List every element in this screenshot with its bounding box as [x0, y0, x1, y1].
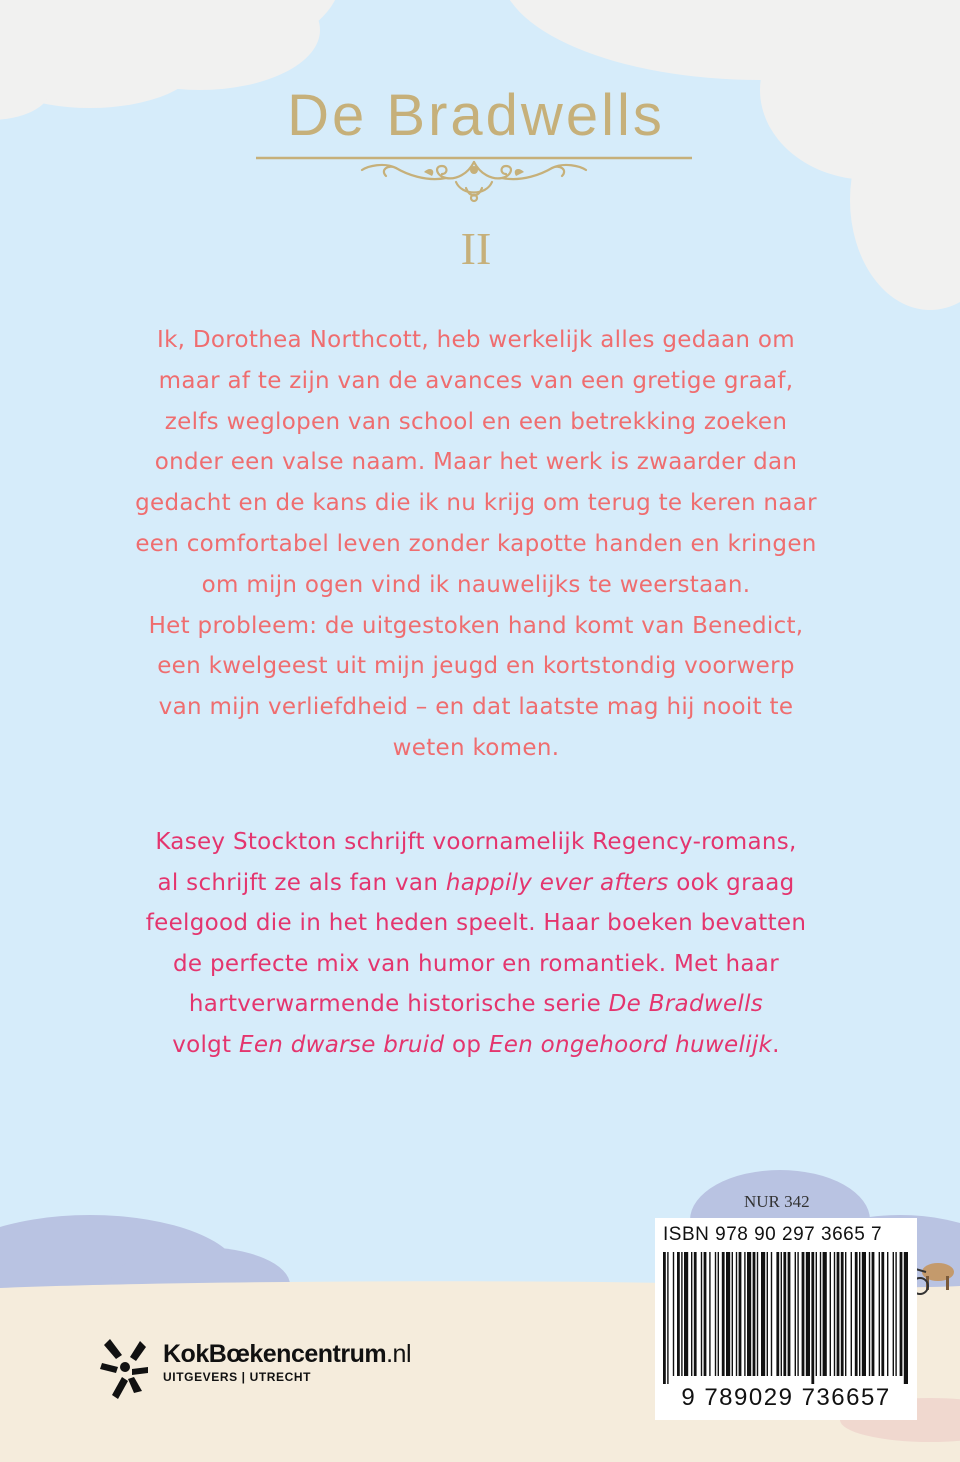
blurb-line: van mijn verliefdheid – en dat laatste mag hij nooit te	[158, 694, 794, 721]
barcode-bar	[806, 1252, 810, 1376]
blurb-line: weten komen.	[392, 734, 560, 761]
barcode-bar	[855, 1252, 858, 1376]
bio-line: hartverwarmende historische serie De Bradwells	[188, 991, 764, 1017]
bio-line: Kasey Stockton schrijft voornamelijk Regency-romans,	[155, 829, 797, 855]
barcode-bar	[757, 1252, 758, 1376]
bio-line: feelgood die in het heden speelt. Haar boeken bevatten	[145, 910, 807, 936]
barcode-bar	[797, 1252, 798, 1376]
bio-line: volgt Een dwarse bruid op Een ongehoord huwelijk.	[172, 1031, 780, 1058]
barcode-bar	[837, 1252, 840, 1376]
barcode-bar	[736, 1252, 737, 1376]
barcode-bar	[895, 1252, 896, 1376]
barcode-bar	[726, 1252, 730, 1376]
barcode-bar	[841, 1252, 844, 1376]
barcode-bar	[781, 1252, 782, 1376]
barcode-bar	[732, 1252, 733, 1376]
bio-line: al schrijft ze als fan van happily ever afters ook graag	[157, 869, 795, 896]
publisher-subtitle: UITGEVERS | UTRECHT	[163, 1370, 312, 1384]
barcode-bar	[802, 1252, 805, 1376]
nur-code: NUR 342	[744, 1192, 810, 1211]
barcode-bar	[753, 1252, 756, 1376]
barcode-bar	[795, 1252, 796, 1376]
barcode-bar	[851, 1252, 852, 1376]
barcode-bar	[701, 1252, 702, 1376]
barcode-bar	[709, 1252, 710, 1376]
barcode-bar	[783, 1252, 786, 1376]
series-title: De Bradwells	[287, 83, 665, 148]
isbn-digits: 9 789029 736657	[681, 1384, 891, 1411]
barcode-bar	[663, 1252, 666, 1384]
barcode-bar	[722, 1252, 725, 1376]
barcode-bar	[859, 1252, 860, 1376]
author-bio	[100, 822, 852, 1065]
barcode-bar	[881, 1252, 884, 1376]
barcode-bar	[820, 1252, 821, 1376]
blurb-line: zelfs weglopen van school en een betrekking zoeken	[164, 408, 788, 435]
blurb-line: een comfortabel leven zonder kapotte handen en kringen	[135, 530, 817, 557]
barcode-bar	[667, 1252, 668, 1384]
publisher-name: KokBœkencentrum.nl	[163, 1340, 411, 1368]
barcode-bar	[904, 1252, 908, 1384]
barcode-bar	[816, 1252, 817, 1376]
barcode-bar	[715, 1252, 716, 1376]
carriage-illustration	[912, 1250, 960, 1300]
barcode-bar	[893, 1252, 894, 1376]
barcode-bar	[869, 1252, 870, 1376]
ornament-divider	[256, 152, 692, 206]
barcode-bar	[767, 1252, 768, 1376]
barcode-bar	[872, 1252, 875, 1376]
blurb-line: om mijn ogen vind ik nauwelijks te weerstaan.	[201, 571, 751, 598]
blurb-line: onder een valse naam. Maar het werk is zwaarder dan	[154, 449, 798, 476]
barcode-bar	[747, 1252, 751, 1376]
isbn-label: ISBN 978 90 297 3665 7	[663, 1224, 883, 1245]
barcode-bar	[677, 1252, 680, 1376]
barcode-bar	[673, 1252, 674, 1376]
barcode-bar	[691, 1252, 692, 1376]
barcode-bar	[845, 1252, 846, 1376]
barcode-bar	[744, 1252, 745, 1376]
blurb-line: maar af te zijn van de avances van een gretige graaf,	[158, 367, 794, 394]
blurb-line: Het probleem: de uitgestoken hand komt van Benedict,	[148, 612, 804, 639]
blurb-line: een kwelgeest uit mijn jeugd en kortstondig voorwerp	[157, 653, 795, 680]
volume-number: II	[460, 223, 492, 274]
barcode-bar	[761, 1252, 765, 1376]
barcode-bar	[834, 1252, 835, 1376]
barcode-bar	[823, 1252, 827, 1376]
barcode-bar	[776, 1252, 779, 1376]
barcode-bars	[661, 1252, 911, 1384]
bio-line: de perfecte mix van humor en romantiek. Met haar	[173, 950, 779, 977]
barcode-bar	[830, 1252, 831, 1376]
barcode-bar	[811, 1252, 814, 1384]
barcode-bar	[684, 1252, 688, 1376]
barcode-bar	[681, 1252, 682, 1376]
barcode-bar	[704, 1252, 707, 1376]
isbn-barcode	[655, 1218, 917, 1420]
blurb-text	[100, 320, 852, 769]
blurb-line: Ik, Dorothea Northcott, heb werkelijk alles gedaan om	[156, 327, 795, 353]
barcode-bar	[887, 1252, 888, 1376]
barcode-bar	[771, 1252, 772, 1376]
barcode-bar	[879, 1252, 880, 1376]
barcode-bar	[788, 1252, 791, 1376]
barcode-bar	[862, 1252, 866, 1376]
publisher-logo-icon	[100, 1337, 150, 1399]
barcode-bar	[718, 1252, 719, 1376]
blurb-line: gedacht en de kans die ik nu krijg om terug te keren naar	[135, 490, 817, 517]
barcode-bar	[900, 1252, 903, 1376]
barcode-bar	[739, 1252, 742, 1376]
barcode-bar	[694, 1252, 697, 1376]
